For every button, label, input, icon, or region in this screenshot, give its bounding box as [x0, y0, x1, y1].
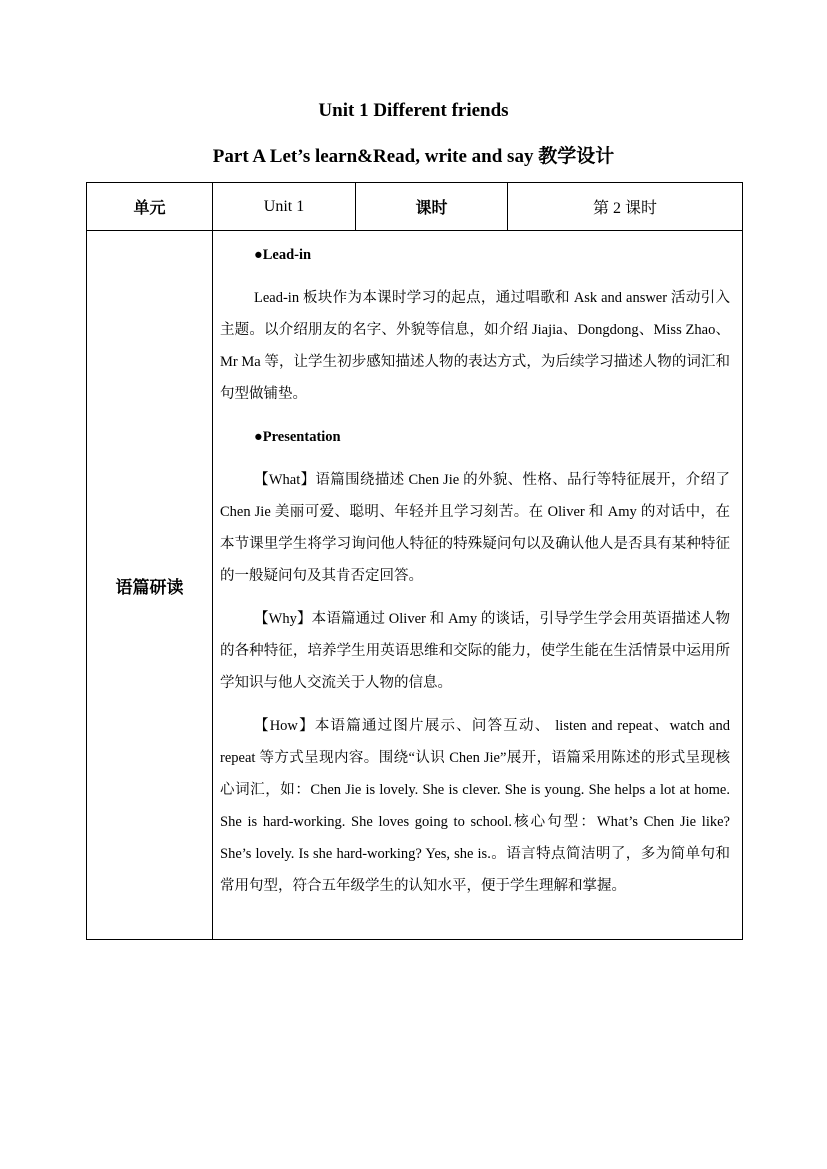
text-analysis-row — [87, 231, 743, 940]
what-paragraph: 【What】语篇围绕描述 Chen Jie 的外貌、性格、品行等特征展开，介绍了 Chen Jie 美丽可爱、聪明、年轻并且学习刻苦。在 Oliver 和 Amy 的对话中，在本节课里学生将学习询问他人特征的特殊疑问句以及确认他人是否具有某种特征的一般疑问句及其肯否定回答。 — [220, 472, 730, 584]
document-title: Unit 1 Different friends — [318, 100, 509, 121]
table-header-row — [87, 183, 743, 231]
lesson-plan-table — [86, 182, 743, 940]
lead-in-heading: ●Lead-in — [254, 247, 312, 263]
unit-value-cell: Unit 1 — [213, 183, 356, 231]
how-paragraph: 【How】本语篇通过图片展示、问答互动、 listen and repeat、watch and repeat 等方式呈现内容。围绕“认识 Chen Jie”展开，语篇采用陈述的形式呈现核心词汇，如：Chen Jie is lovely. She is clever. She is young. She helps a lot at home. She is hard-working. She loves going to school.核心句型：What’s Chen Jie like? She’s lovely. Is she hard-working? Yes, she is.。语言特点简洁明了，多为简单句和常用句型，符合五年级学生的认知水平，便于学生理解和掌握。 — [220, 718, 730, 894]
lead-in-paragraph: Lead-in 板块作为本课时学习的起点，通过唱歌和 Ask and answer 活动引入主题。以介绍朋友的名字、外貌等信息，如介绍 Jiajia、Dongdong、Miss Zhao、Mr Ma 等，让学生初步感知描述人物的表达方式，为后续学习描述人物的词汇和句型做铺垫。 — [220, 290, 730, 402]
why-paragraph: 【Why】本语篇通过 Oliver 和 Amy 的谈话，引导学生学会用英语描述人物的各种特征，培养学生用英语思维和交际的能力，使学生能在生活情景中运用所学知识与他人交流关于人物的信息。 — [220, 611, 730, 691]
presentation-heading: ●Presentation — [254, 429, 341, 445]
unit-label-cell: 单元 — [87, 183, 213, 231]
text-analysis-label: 语篇研读 — [87, 231, 213, 940]
text-analysis-content — [213, 231, 743, 940]
period-value-cell: 第 2 课时 — [508, 183, 743, 231]
period-label-cell: 课时 — [356, 183, 508, 231]
document-subtitle: Part A Let’s learn&Read, write and say 教学设计 — [212, 146, 615, 167]
